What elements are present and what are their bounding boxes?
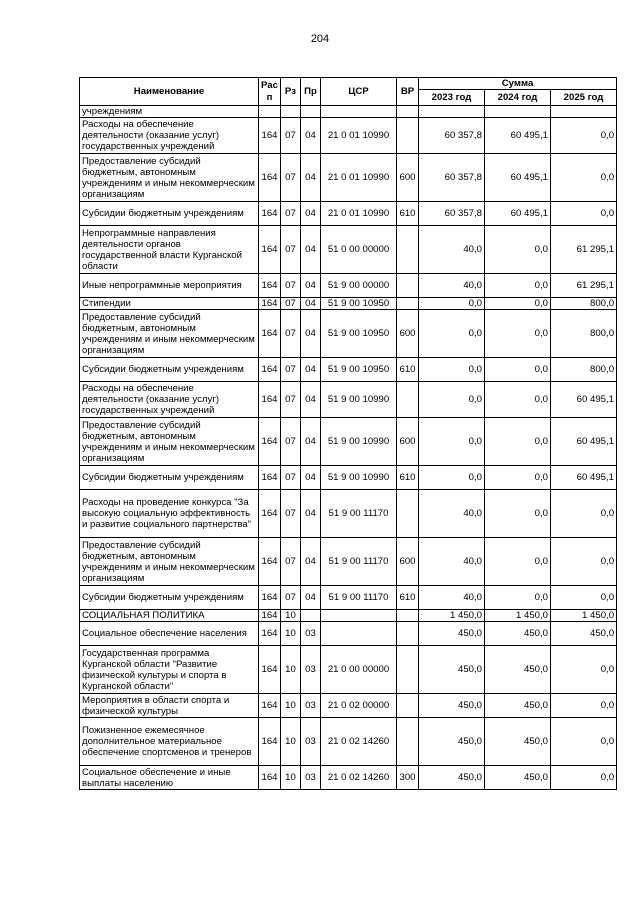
cell-name: Стипендии [80,298,259,310]
cell-2024: 0,0 [485,490,551,538]
cell-rz: 07 [281,466,301,490]
cell-2025 [551,106,617,118]
cell-name: Расходы на обеспечение деятельности (оказание услуг) государственных учреждений [80,382,259,418]
cell-2023: 0,0 [419,310,485,358]
cell-2025: 0,0 [551,154,617,202]
cell-vr [397,118,419,154]
cell-ras: 164 [259,694,281,718]
cell-csr [321,622,397,646]
cell-name: Государственная программа Курганской области "Развитие физической культуры и спорта в Курганской области" [80,646,259,694]
cell-csr: 21 0 02 14260 [321,718,397,766]
cell-2025: 450,0 [551,622,617,646]
cell-pr: 04 [301,490,321,538]
cell-pr: 04 [301,202,321,226]
cell-2024: 450,0 [485,646,551,694]
cell-pr [301,106,321,118]
table-row [80,202,617,226]
cell-2025: 61 295,1 [551,274,617,298]
cell-ras: 164 [259,382,281,418]
cell-ras: 164 [259,310,281,358]
page-number: 204 [310,33,330,45]
table-row [80,154,617,202]
table-row [80,610,617,622]
cell-rz: 10 [281,622,301,646]
cell-vr: 610 [397,586,419,610]
cell-vr [397,622,419,646]
cell-2024: 0,0 [485,226,551,274]
cell-2023: 450,0 [419,766,485,790]
cell-rz: 07 [281,226,301,274]
cell-2025: 800,0 [551,310,617,358]
cell-rz: 07 [281,490,301,538]
cell-2023: 0,0 [419,466,485,490]
cell-pr: 03 [301,622,321,646]
cell-vr: 300 [397,766,419,790]
cell-ras: 164 [259,202,281,226]
table-row [80,274,617,298]
cell-csr: 51 9 00 10950 [321,310,397,358]
cell-2024: 450,0 [485,694,551,718]
cell-2024: 450,0 [485,718,551,766]
cell-ras: 164 [259,490,281,538]
cell-vr [397,382,419,418]
cell-name: Социальное обеспечение населения [80,622,259,646]
cell-2024: 0,0 [485,586,551,610]
cell-pr: 04 [301,466,321,490]
cell-vr: 600 [397,154,419,202]
table-row [80,622,617,646]
cell-csr [321,610,397,622]
cell-2025: 0,0 [551,202,617,226]
cell-csr: 51 9 00 10990 [321,382,397,418]
table-row [80,298,617,310]
cell-rz: 07 [281,154,301,202]
header-year-2025: 2025 год [551,90,617,106]
table-body [80,106,617,790]
cell-pr: 04 [301,382,321,418]
cell-pr: 03 [301,646,321,694]
cell-2024: 0,0 [485,382,551,418]
cell-2024: 60 495,1 [485,154,551,202]
cell-csr: 21 0 02 14260 [321,766,397,790]
cell-pr: 04 [301,358,321,382]
cell-vr: 600 [397,418,419,466]
cell-2023: 60 357,8 [419,154,485,202]
cell-vr [397,490,419,538]
cell-csr [321,106,397,118]
cell-2025: 60 495,1 [551,418,617,466]
cell-2024: 60 495,1 [485,202,551,226]
cell-rz: 07 [281,202,301,226]
cell-ras [259,106,281,118]
cell-ras: 164 [259,358,281,382]
table-row [80,226,617,274]
header-sum: Сумма [419,78,617,90]
cell-2024: 0,0 [485,418,551,466]
cell-2023: 1 450,0 [419,610,485,622]
cell-pr: 04 [301,310,321,358]
cell-2023: 0,0 [419,298,485,310]
table-row [80,586,617,610]
cell-ras: 164 [259,538,281,586]
table-row [80,118,617,154]
cell-2024: 60 495,1 [485,118,551,154]
cell-pr: 03 [301,694,321,718]
table-row [80,106,617,118]
cell-ras: 164 [259,118,281,154]
cell-rz: 10 [281,610,301,622]
cell-vr [397,694,419,718]
cell-ras: 164 [259,274,281,298]
cell-2024 [485,106,551,118]
cell-2023: 0,0 [419,418,485,466]
cell-2023: 40,0 [419,490,485,538]
cell-pr: 04 [301,226,321,274]
table-row [80,766,617,790]
cell-ras: 164 [259,466,281,490]
cell-csr: 51 9 00 10950 [321,358,397,382]
cell-name: Предоставление субсидий бюджетным, автономным учреждениям и иным некоммерческим организациям [80,310,259,358]
cell-2023: 0,0 [419,358,485,382]
header-name: Наименование [80,78,259,106]
cell-2024: 450,0 [485,622,551,646]
cell-name: Предоставление субсидий бюджетным, автономным учреждениям и иным некоммерческим организациям [80,154,259,202]
cell-pr: 04 [301,586,321,610]
cell-vr [397,226,419,274]
cell-csr: 21 0 01 10990 [321,154,397,202]
table-row [80,466,617,490]
cell-pr: 03 [301,718,321,766]
cell-pr: 04 [301,274,321,298]
cell-pr: 04 [301,154,321,202]
cell-name: Социальное обеспечение и иные выплаты населению [80,766,259,790]
cell-ras: 164 [259,586,281,610]
cell-vr [397,718,419,766]
cell-rz: 10 [281,718,301,766]
cell-2023: 450,0 [419,718,485,766]
cell-name: учреждениям [80,106,259,118]
cell-2025: 0,0 [551,718,617,766]
header-rz: Рз [281,78,301,106]
cell-rz: 07 [281,586,301,610]
cell-rz: 10 [281,694,301,718]
cell-vr: 610 [397,202,419,226]
table-row [80,418,617,466]
cell-2025: 800,0 [551,358,617,382]
cell-2025: 60 495,1 [551,382,617,418]
cell-rz: 07 [281,358,301,382]
cell-csr: 51 9 00 11170 [321,586,397,610]
cell-vr: 600 [397,310,419,358]
cell-ras: 164 [259,298,281,310]
cell-rz: 07 [281,538,301,586]
cell-2023: 60 357,8 [419,202,485,226]
cell-name: СОЦИАЛЬНАЯ ПОЛИТИКА [80,610,259,622]
cell-2024: 0,0 [485,466,551,490]
cell-name: Иные непрограммные мероприятия [80,274,259,298]
cell-rz: 07 [281,418,301,466]
cell-csr: 51 9 00 10990 [321,466,397,490]
cell-2023: 450,0 [419,622,485,646]
cell-name: Расходы на проведение конкурса "За высокую социальную эффективность и развитие социального партнерства" [80,490,259,538]
cell-2023: 450,0 [419,646,485,694]
cell-name: Непрограммные направления деятельности органов государственной власти Курганской области [80,226,259,274]
table-row [80,694,617,718]
cell-csr: 51 0 00 00000 [321,226,397,274]
header-csr: ЦСР [321,78,397,106]
cell-rz: 07 [281,274,301,298]
table-row [80,646,617,694]
cell-2025: 1 450,0 [551,610,617,622]
cell-2023: 0,0 [419,382,485,418]
cell-2025: 0,0 [551,538,617,586]
cell-2023: 40,0 [419,226,485,274]
cell-pr: 04 [301,118,321,154]
cell-csr: 51 9 00 11170 [321,538,397,586]
cell-ras: 164 [259,418,281,466]
cell-name: Пожизненное ежемесячное дополнительное материальное обеспечение спортсменов и тренеров [80,718,259,766]
cell-2023 [419,106,485,118]
cell-vr [397,610,419,622]
cell-name: Субсидии бюджетным учреждениям [80,586,259,610]
cell-2025: 0,0 [551,646,617,694]
cell-name: Субсидии бюджетным учреждениям [80,202,259,226]
table-row [80,718,617,766]
cell-csr: 51 9 00 10950 [321,298,397,310]
table-row [80,310,617,358]
cell-2024: 450,0 [485,766,551,790]
cell-2023: 40,0 [419,274,485,298]
cell-2024: 1 450,0 [485,610,551,622]
cell-rz: 10 [281,766,301,790]
table-row [80,382,617,418]
header-vr: ВР [397,78,419,106]
cell-vr: 610 [397,358,419,382]
cell-csr: 51 9 00 00000 [321,274,397,298]
cell-2025: 0,0 [551,490,617,538]
cell-pr: 04 [301,418,321,466]
cell-csr: 21 0 00 00000 [321,646,397,694]
cell-ras: 164 [259,226,281,274]
cell-pr: 03 [301,766,321,790]
cell-2025: 0,0 [551,766,617,790]
table-row [80,358,617,382]
cell-2024: 0,0 [485,274,551,298]
cell-vr [397,274,419,298]
cell-ras: 164 [259,622,281,646]
cell-2025: 61 295,1 [551,226,617,274]
cell-vr [397,646,419,694]
cell-2024: 0,0 [485,310,551,358]
cell-pr [301,610,321,622]
cell-csr: 21 0 02 00000 [321,694,397,718]
header-year-2023: 2023 год [419,90,485,106]
cell-2023: 450,0 [419,694,485,718]
cell-name: Мероприятия в области спорта и физической культуры [80,694,259,718]
cell-ras: 164 [259,646,281,694]
table-row [80,490,617,538]
cell-csr: 21 0 01 10990 [321,118,397,154]
cell-2025: 0,0 [551,118,617,154]
cell-csr: 51 9 00 11170 [321,490,397,538]
cell-csr: 21 0 01 10990 [321,202,397,226]
header-ras: Рас п [259,78,281,106]
cell-name: Предоставление субсидий бюджетным, автономным учреждениям и иным некоммерческим организациям [80,538,259,586]
cell-ras: 164 [259,766,281,790]
cell-rz [281,106,301,118]
cell-2025: 60 495,1 [551,466,617,490]
cell-2024: 0,0 [485,538,551,586]
cell-name: Субсидии бюджетным учреждениям [80,358,259,382]
cell-2023: 40,0 [419,538,485,586]
cell-name: Предоставление субсидий бюджетным, автономным учреждениям и иным некоммерческим организациям [80,418,259,466]
cell-2023: 40,0 [419,586,485,610]
table-row [80,538,617,586]
cell-rz: 07 [281,118,301,154]
cell-vr [397,298,419,310]
cell-ras: 164 [259,610,281,622]
cell-pr: 04 [301,298,321,310]
header-pr: Пр [301,78,321,106]
cell-csr: 51 9 00 10990 [321,418,397,466]
cell-ras: 164 [259,154,281,202]
cell-2025: 0,0 [551,586,617,610]
cell-name: Расходы на обеспечение деятельности (оказание услуг) государственных учреждений [80,118,259,154]
cell-2024: 0,0 [485,358,551,382]
cell-rz: 07 [281,382,301,418]
table-header [80,78,617,106]
header-year-2024: 2024 год [485,90,551,106]
cell-vr [397,106,419,118]
cell-name: Субсидии бюджетным учреждениям [80,466,259,490]
cell-vr: 610 [397,466,419,490]
cell-rz: 07 [281,310,301,358]
cell-rz: 10 [281,646,301,694]
cell-vr: 600 [397,538,419,586]
cell-2025: 0,0 [551,694,617,718]
budget-table [79,77,617,790]
cell-rz: 07 [281,298,301,310]
cell-2025: 800,0 [551,298,617,310]
cell-ras: 164 [259,718,281,766]
cell-2023: 60 357,8 [419,118,485,154]
cell-pr: 04 [301,538,321,586]
cell-2024: 0,0 [485,298,551,310]
